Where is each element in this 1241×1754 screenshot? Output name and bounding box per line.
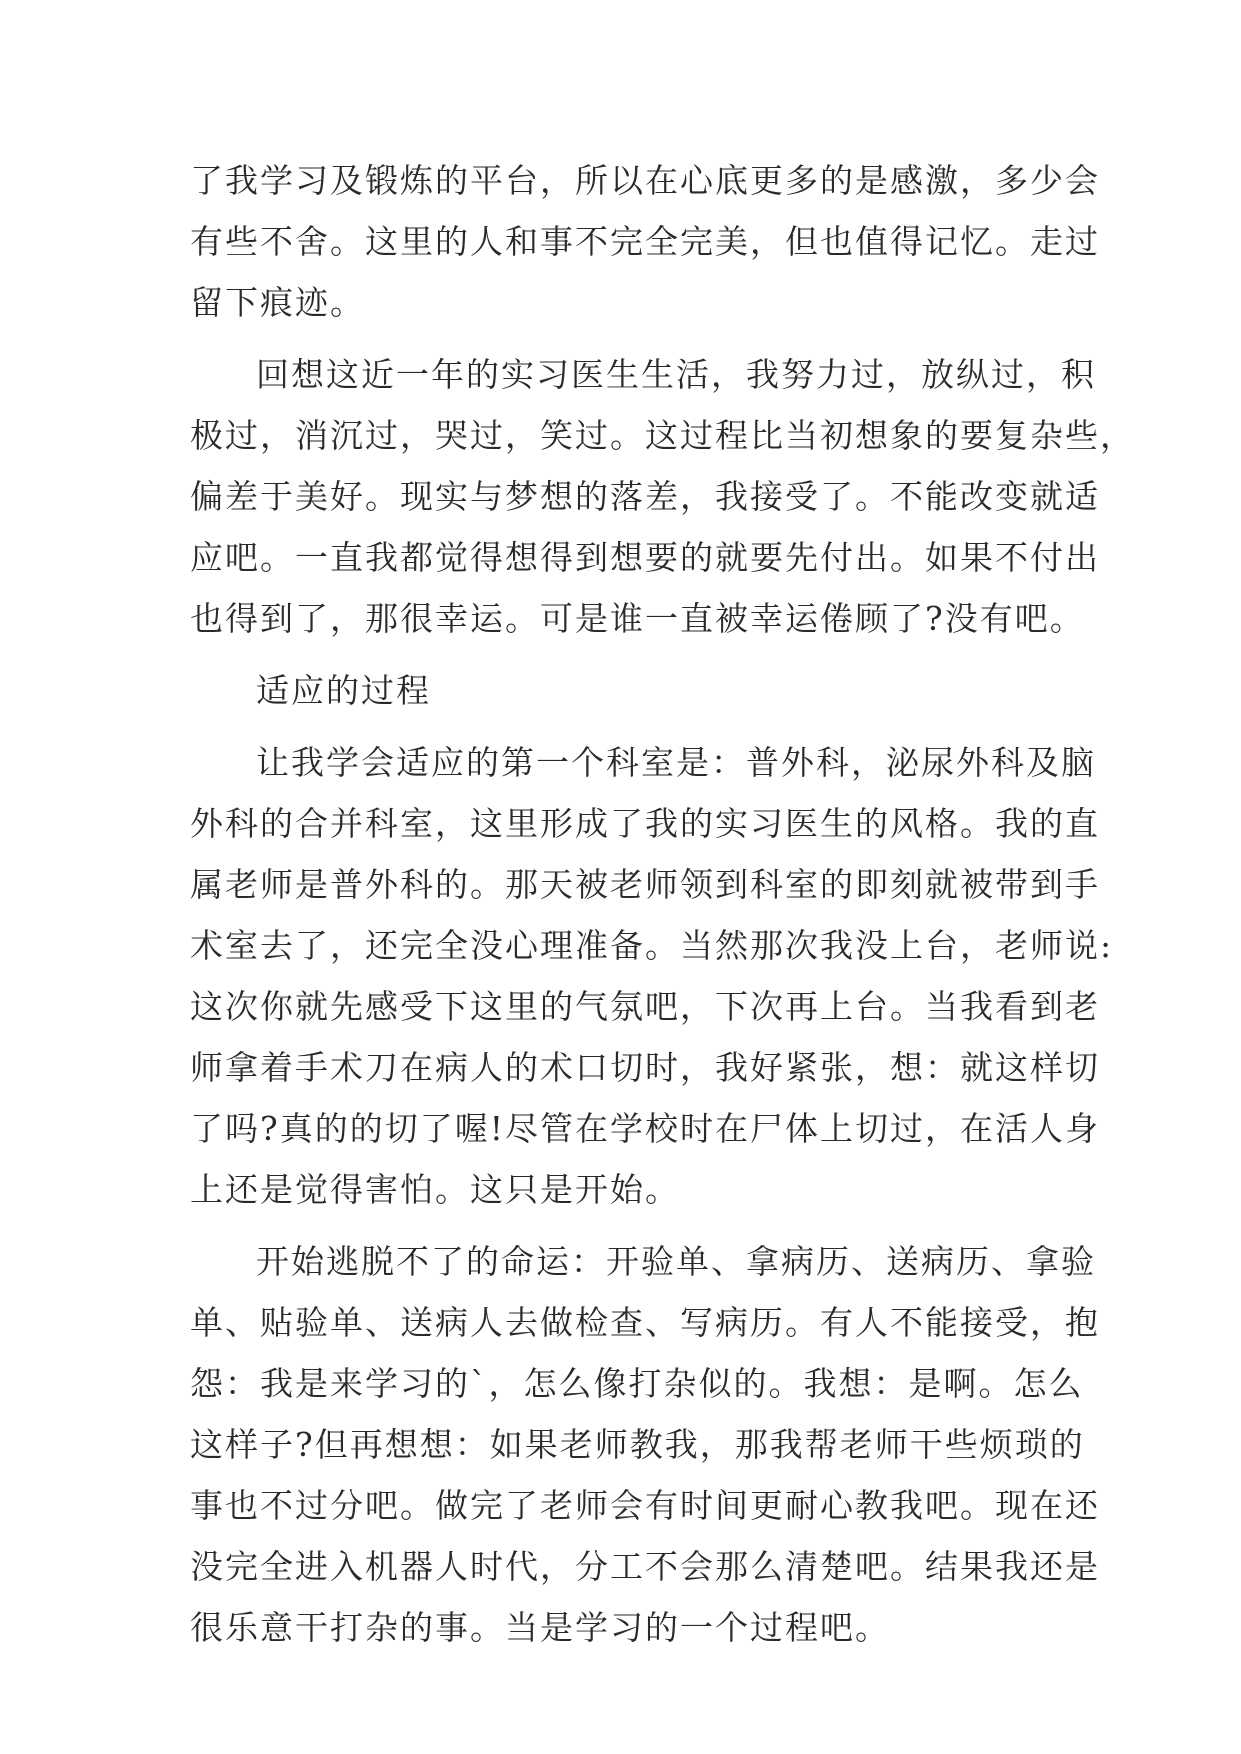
text-line: 这样子?但再想想：如果老师教我，那我帮老师干些烦琐的	[190, 1425, 1085, 1464]
text-line: 极过，消沉过，哭过，笑过。这过程比当初想象的要复杂些，	[190, 416, 1135, 455]
text-line: 留下痕迹。	[190, 283, 365, 322]
text-line: 师拿着手术刀在病人的术口切时，我好紧张，想：就这样切	[190, 1048, 1100, 1087]
document-body	[190, 150, 1135, 1658]
text-line: 外科的合并科室，这里形成了我的实习医生的风格。我的直	[190, 804, 1100, 843]
section-heading	[190, 660, 1060, 721]
text-line: 了吗?真的的切了喔!尽管在学校时在尸体上切过，在活人身	[190, 1109, 1100, 1148]
text-line: 回想这近一年的实习医生生活，我努力过，放纵过，积	[256, 355, 1096, 394]
text-line: 也得到了，那很幸运。可是谁一直被幸运倦顾了?没有吧。	[190, 599, 1085, 638]
text-line: 没完全进入机器人时代，分工不会那么清楚吧。结果我还是	[190, 1547, 1100, 1586]
text-line: 术室去了，还完全没心理准备。当然那次我没上台，老师说:	[190, 926, 1114, 965]
paragraph	[190, 150, 1100, 333]
text-line: 偏差于美好。现实与梦想的落差，我接受了。不能改变就适	[190, 477, 1100, 516]
text-line: 这次你就先感受下这里的气氛吧，下次再上台。当我看到老	[190, 987, 1100, 1026]
text-line: 让我学会适应的第一个科室是：普外科，泌尿外科及脑	[256, 743, 1096, 782]
text-line: 很乐意干打杂的事。当是学习的一个过程吧。	[190, 1608, 890, 1647]
text-line: 应吧。一直我都觉得想得到想要的就要先付出。如果不付出	[190, 538, 1100, 577]
paragraph	[190, 344, 1135, 649]
paragraph	[190, 732, 1114, 1220]
text-line: 开始逃脱不了的命运：开验单、拿病历、送病历、拿验	[256, 1242, 1096, 1281]
text-line: 单、贴验单、送病人去做检查、写病历。有人不能接受，抱	[190, 1303, 1100, 1342]
text-line: 上还是觉得害怕。这只是开始。	[190, 1170, 680, 1209]
text-line: 了我学习及锻炼的平台，所以在心底更多的是感激，多少会	[190, 161, 1100, 200]
text-line: 适应的过程	[256, 671, 431, 710]
text-line: 怨：我是来学习的`，怎么像打杂似的。我想：是啊。怎么	[190, 1364, 1084, 1403]
text-line: 有些不舍。这里的人和事不完全完美，但也值得记忆。走过	[190, 222, 1100, 261]
text-line: 事也不过分吧。做完了老师会有时间更耐心教我吧。现在还	[190, 1486, 1100, 1525]
text-line: 属老师是普外科的。那天被老师领到科室的即刻就被带到手	[190, 865, 1100, 904]
paragraph	[190, 1231, 1100, 1658]
